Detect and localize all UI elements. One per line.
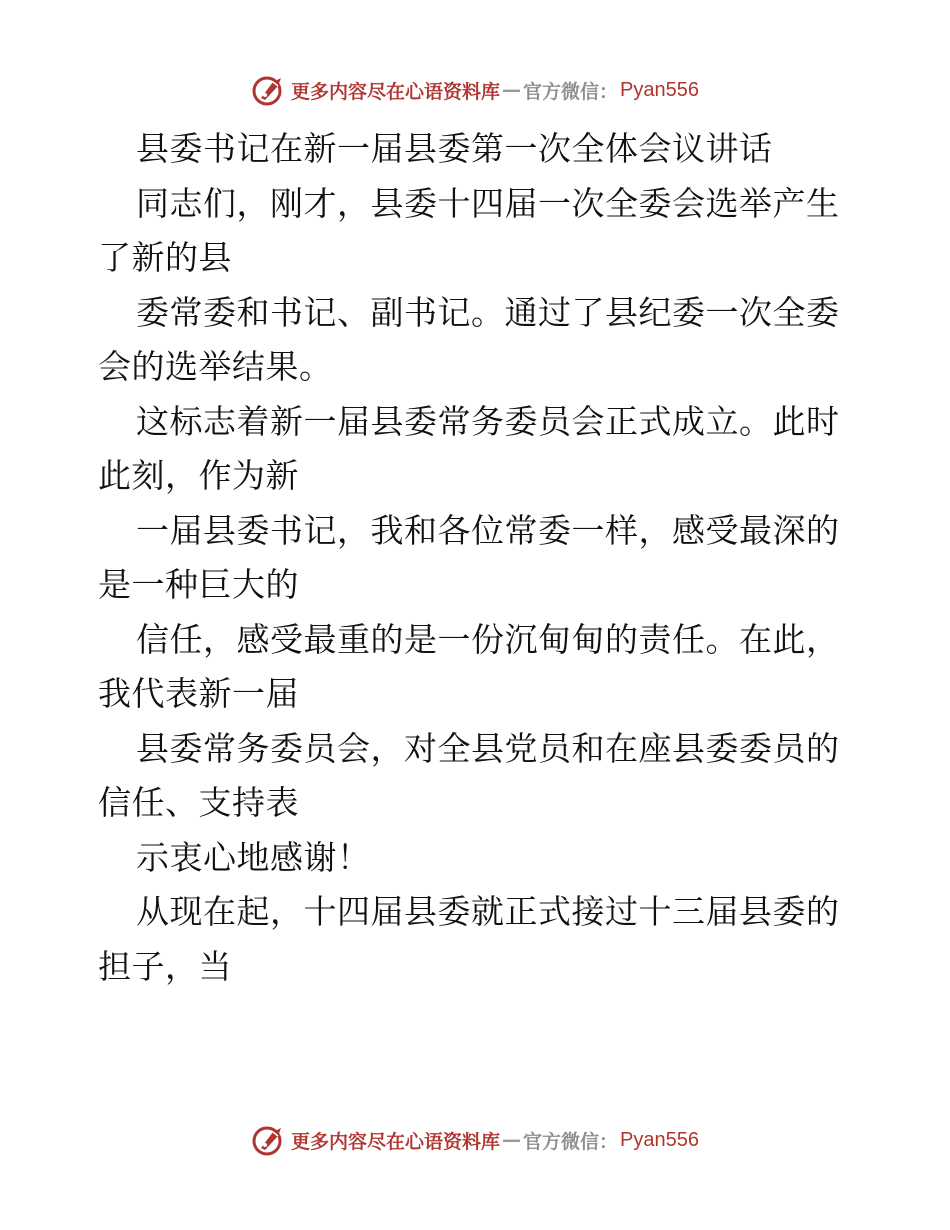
paragraph-line: 县委常务委员会，对全县党员和在座县委委员的 bbox=[136, 728, 840, 768]
paragraph-line: 从现在起，十四届县委就正式接过十三届县委的 bbox=[136, 892, 840, 931]
pen-nib-icon bbox=[251, 72, 287, 108]
paragraph-line: 此刻，作为新 bbox=[98, 456, 299, 495]
footer-watermark bbox=[0, 1120, 950, 1160]
paragraph-line: 同志们，刚才，县委十四届一次全委会选举产生 bbox=[136, 183, 840, 223]
watermark-brand: 更多内容尽在心语资料库 bbox=[291, 80, 501, 103]
paragraph-line: 担子，当 bbox=[98, 946, 232, 986]
paragraph-line: 信任，感受最重的是一份沉甸甸的责任。在此， bbox=[136, 619, 840, 659]
watermark-official-label: 官方微信： bbox=[523, 80, 619, 103]
paragraph-line: 我代表新一届 bbox=[98, 674, 299, 713]
watermark-wechat-id: Pyan556 bbox=[620, 1128, 699, 1151]
paragraph-line: 会的选举结果。 bbox=[98, 347, 333, 386]
paragraph-line: 一届县委书记，我和各位常委一样，感受最深的 bbox=[136, 510, 840, 550]
watermark-separator: — bbox=[502, 1129, 522, 1151]
paragraph-line: 信任、支持表 bbox=[98, 783, 299, 822]
watermark-official-label: 官方微信： bbox=[523, 1130, 619, 1153]
paragraph-line: 委常委和书记、副书记。通过了县纪委一次全委 bbox=[136, 292, 840, 332]
paragraph-line: 这标志着新一届县委常务委员会正式成立。此时 bbox=[136, 401, 840, 441]
pen-nib-icon bbox=[251, 1122, 287, 1158]
paragraph-line: 是一种巨大的 bbox=[98, 565, 299, 604]
paragraph-line: 了新的县 bbox=[98, 238, 232, 277]
watermark-separator: — bbox=[502, 79, 522, 101]
header-watermark bbox=[0, 70, 950, 110]
watermark-brand: 更多内容尽在心语资料库 bbox=[291, 1130, 501, 1153]
watermark-wechat-id: Pyan556 bbox=[620, 78, 699, 101]
paragraph-line: 示衷心地感谢！ bbox=[136, 837, 371, 877]
document-body bbox=[98, 122, 858, 994]
document-title: 县委书记在新一届县委第一次全体会议讲话 bbox=[136, 129, 773, 168]
